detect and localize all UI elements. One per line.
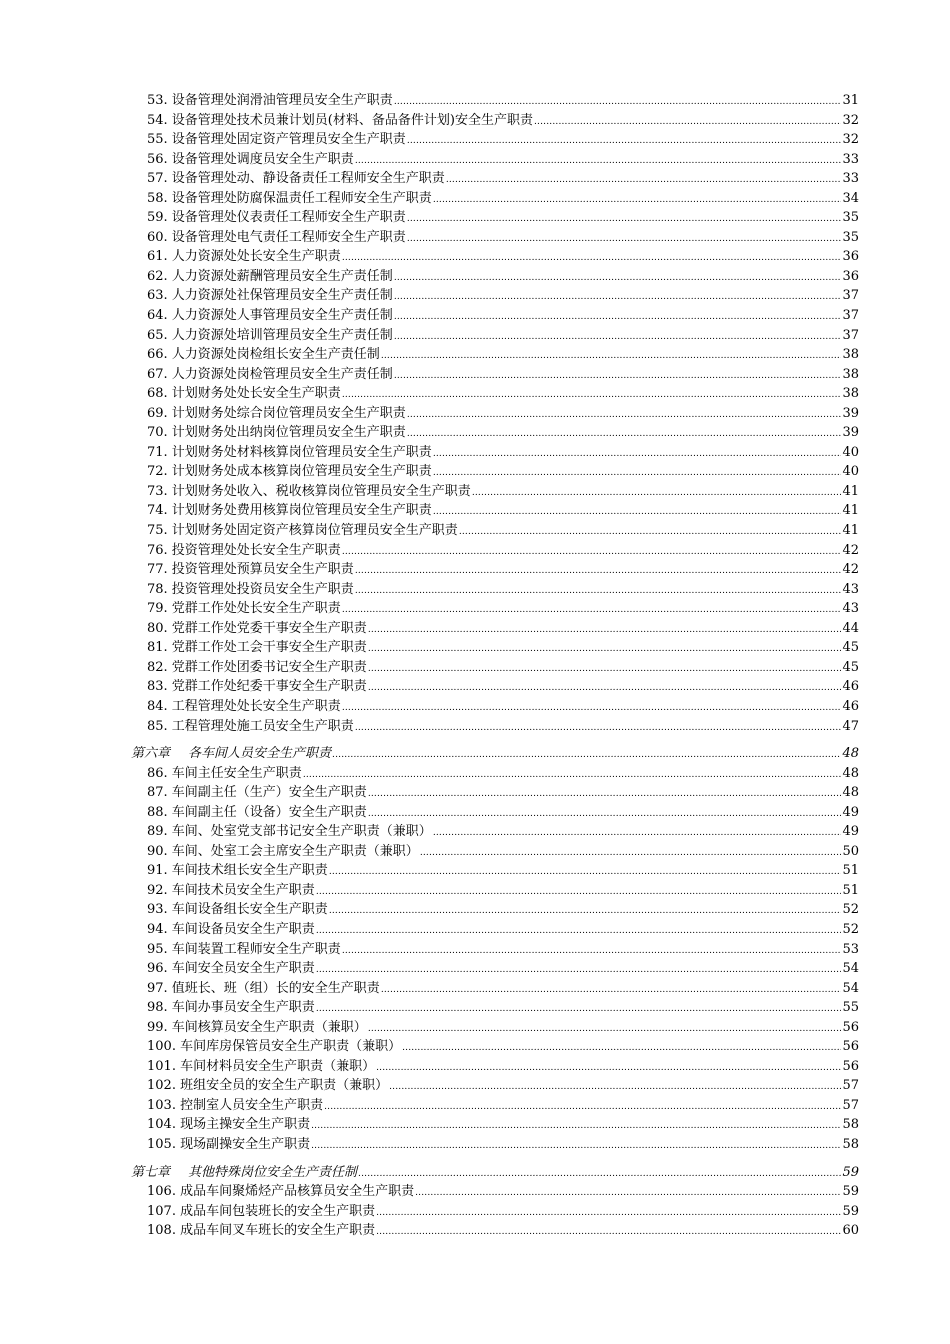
dot-leader: [329, 861, 842, 883]
toc-entry-label: 92. 车间技术员安全生产职责: [147, 882, 315, 898]
toc-entry-label: 71. 计划财务处材料核算岗位管理员安全生产职责: [147, 444, 432, 460]
dot-leader: [376, 1202, 841, 1224]
toc-entry[interactable]: [131, 1037, 859, 1057]
toc-entry[interactable]: [131, 803, 859, 823]
dot-leader: [368, 1018, 842, 1040]
toc-group-special-posts: [131, 1182, 859, 1241]
dot-leader: [407, 423, 842, 445]
dot-leader: [368, 619, 842, 641]
toc-entry-label: 100. 车间库房保管员安全生产职责（兼职）: [147, 1039, 402, 1055]
toc-entry[interactable]: [131, 881, 859, 901]
dot-leader: [342, 384, 842, 406]
toc-entry-label: 87. 车间副主任（生产）安全生产职责: [147, 785, 367, 801]
toc-entry-page-number: 56: [842, 1058, 859, 1074]
dot-leader: [459, 521, 842, 543]
dot-leader: [407, 404, 842, 426]
toc-entry-page-number: 45: [842, 640, 859, 656]
toc-entry[interactable]: [131, 764, 859, 784]
toc-entry-page-number: 38: [842, 386, 859, 402]
toc-entry-label: 70. 计划财务处出纳岗位管理员安全生产职责: [147, 425, 406, 441]
toc-entry-label: 63. 人力资源处社保管理员安全生产责任制: [147, 288, 393, 304]
toc-entry-label: 82. 党群工作处团委书记安全生产职责: [147, 659, 367, 675]
dot-leader: [368, 803, 842, 825]
toc-entry-label: 90. 车间、处室工会主席安全生产职责（兼职）: [147, 843, 419, 859]
toc-entry-label: 68. 计划财务处处长安全生产职责: [147, 386, 341, 402]
toc-entry-label: 53. 设备管理处润滑油管理员安全生产职责: [147, 93, 393, 108]
toc-entry[interactable]: [131, 580, 859, 600]
toc-entry-label: 83. 党群工作处纪委干事安全生产职责: [147, 679, 367, 695]
toc-entry[interactable]: [131, 1018, 859, 1038]
dot-leader: [394, 326, 842, 348]
toc-entry-label: 93. 车间设备组长安全生产职责: [147, 902, 328, 918]
toc-entry[interactable]: [131, 384, 859, 404]
dot-leader: [355, 717, 842, 739]
toc-entry-label: 96. 车间安全员安全生产职责: [147, 961, 315, 977]
toc-entry-page-number: 56: [842, 1039, 859, 1055]
toc-entry-page-number: 59: [842, 1203, 859, 1219]
toc-entry-page-number: 50: [842, 843, 859, 859]
toc-entry[interactable]: [131, 443, 859, 463]
chapter-page-number: 48: [842, 746, 859, 762]
dot-leader: [446, 169, 842, 191]
toc-entry-page-number: 55: [842, 1000, 859, 1016]
dot-leader: [316, 881, 842, 903]
toc-entry-page-number: 44: [842, 620, 859, 636]
toc-entry-label: 61. 人力资源处处长安全生产职责: [147, 249, 341, 265]
toc-entry[interactable]: [131, 91, 859, 111]
toc-entry[interactable]: [131, 560, 859, 580]
toc-entry[interactable]: [131, 619, 859, 639]
toc-entry-page-number: 52: [842, 902, 859, 918]
toc-entry-label: 58. 设备管理处防腐保温责任工程师安全生产职责: [147, 190, 432, 206]
chapter-number: 第七章: [131, 1164, 171, 1180]
toc-entry-page-number: 51: [842, 863, 859, 879]
chapter-title: 其他特殊岗位安全生产责任制: [188, 1164, 358, 1180]
toc-entry-page-number: 48: [842, 765, 859, 781]
toc-entry-label: 74. 计划财务处费用核算岗位管理员安全生产职责: [147, 503, 432, 519]
toc-entry[interactable]: [131, 1182, 859, 1202]
toc-entry-label: 75. 计划财务处固定资产核算岗位管理员安全生产职责: [147, 523, 458, 539]
toc-entry-page-number: 57: [842, 1097, 859, 1113]
toc-entry-page-number: 35: [842, 210, 859, 226]
table-of-contents: [131, 91, 859, 1241]
toc-entry-page-number: 36: [842, 249, 859, 265]
dot-leader: [368, 677, 842, 699]
dot-leader: [415, 1182, 841, 1204]
toc-entry-page-number: 58: [842, 1117, 859, 1133]
toc-entry-page-number: 42: [842, 562, 859, 578]
toc-entry-label: 73. 计划财务处收入、税收核算岗位管理员安全生产职责: [147, 483, 471, 499]
dot-leader: [332, 744, 841, 766]
toc-entry[interactable]: [131, 920, 859, 940]
toc-entry-page-number: 48: [842, 785, 859, 801]
toc-entry-label: 99. 车间核算员安全生产职责（兼职）: [147, 1019, 367, 1035]
dot-leader: [376, 1057, 841, 1079]
toc-entry[interactable]: [131, 822, 859, 842]
toc-entry[interactable]: [131, 1076, 859, 1096]
dot-leader: [303, 764, 842, 786]
dot-leader: [433, 443, 842, 465]
toc-entry[interactable]: [131, 189, 859, 209]
toc-entry-page-number: 32: [842, 132, 859, 148]
toc-entry-page-number: 45: [842, 659, 859, 675]
toc-entry[interactable]: [131, 599, 859, 619]
toc-entry[interactable]: [131, 150, 859, 170]
toc-entry-page-number: 56: [842, 1019, 859, 1035]
toc-entry[interactable]: [131, 345, 859, 365]
toc-entry-label: 64. 人力资源处人事管理员安全生产责任制: [147, 308, 393, 324]
toc-entry-page-number: 46: [842, 679, 859, 695]
toc-entry-page-number: 38: [842, 347, 859, 363]
toc-entry-page-number: 43: [842, 581, 859, 597]
dot-leader: [368, 783, 842, 805]
toc-entry-label: 102. 班组安全员的安全生产职责（兼职）: [147, 1078, 389, 1094]
dot-leader: [433, 189, 842, 211]
dot-leader: [407, 130, 842, 152]
toc-entry[interactable]: [131, 638, 859, 658]
toc-entry[interactable]: [131, 900, 859, 920]
dot-leader: [316, 959, 842, 981]
toc-entry-page-number: 32: [842, 112, 859, 128]
toc-entry-label: 77. 投资管理处预算员安全生产职责: [147, 562, 354, 578]
toc-entry-page-number: 42: [842, 542, 859, 558]
toc-entry-label: 79. 党群工作处处长安全生产职责: [147, 601, 341, 617]
toc-entry-page-number: 58: [842, 1136, 859, 1152]
toc-entry-label: 91. 车间技术组长安全生产职责: [147, 863, 328, 879]
dot-leader: [420, 842, 842, 864]
chapter-page-number: 59: [842, 1164, 859, 1180]
toc-entry-label: 72. 计划财务处成本核算岗位管理员安全生产职责: [147, 464, 432, 480]
toc-entry-page-number: 54: [842, 980, 859, 996]
toc-chapter-6[interactable]: [131, 744, 859, 764]
chapter-title: 各车间人员安全生产职责: [188, 746, 332, 762]
dot-leader: [355, 560, 842, 582]
toc-entry-page-number: 39: [842, 405, 859, 421]
toc-entry-page-number: 46: [842, 698, 859, 714]
toc-entry-label: 107. 成品车间包装班长的安全生产职责: [147, 1203, 376, 1219]
toc-entry[interactable]: [131, 501, 859, 521]
toc-entry-page-number: 41: [842, 503, 859, 519]
dot-leader: [389, 1076, 841, 1098]
toc-entry-page-number: 51: [842, 882, 859, 898]
toc-entry[interactable]: [131, 404, 859, 424]
toc-entry-label: 97. 值班长、班（组）长的安全生产职责: [147, 980, 380, 996]
toc-entry-label: 103. 控制室人员安全生产职责: [147, 1097, 324, 1113]
toc-entry-label: 86. 车间主任安全生产职责: [147, 765, 302, 781]
toc-entry[interactable]: [131, 521, 859, 541]
toc-entry[interactable]: [131, 482, 859, 502]
toc-entry-label: 59. 设备管理处仪表责任工程师安全生产职责: [147, 210, 406, 226]
toc-entry-page-number: 31: [842, 93, 859, 108]
toc-entry-page-number: 49: [842, 824, 859, 840]
toc-entry-page-number: 36: [842, 268, 859, 284]
dot-leader: [324, 1096, 841, 1118]
dot-leader: [394, 286, 842, 308]
toc-entry-label: 56. 设备管理处调度员安全生产职责: [147, 151, 354, 167]
dot-leader: [433, 822, 842, 844]
toc-entry[interactable]: [131, 365, 859, 385]
toc-entry[interactable]: [131, 697, 859, 717]
toc-entry[interactable]: [131, 326, 859, 346]
toc-entry[interactable]: [131, 169, 859, 189]
toc-entry-label: 54. 设备管理处技术员兼计划员(材料、备品备件计划)安全生产职责: [147, 112, 533, 128]
dot-leader: [381, 979, 842, 1001]
toc-entry-page-number: 34: [842, 190, 859, 206]
toc-entry-label: 105. 现场副操安全生产职责: [147, 1136, 311, 1152]
toc-entry-label: 57. 设备管理处动、静设备责任工程师安全生产职责: [147, 171, 445, 187]
dot-leader: [342, 697, 842, 719]
dot-leader: [342, 247, 842, 269]
toc-entry-label: 78. 投资管理处投资员安全生产职责: [147, 581, 354, 597]
toc-entry[interactable]: [131, 111, 859, 131]
dot-leader: [329, 900, 842, 922]
toc-entry-page-number: 37: [842, 288, 859, 304]
dot-leader: [472, 482, 842, 504]
toc-entry-label: 101. 车间材料员安全生产职责（兼职）: [147, 1058, 376, 1074]
toc-entry-page-number: 49: [842, 804, 859, 820]
toc-group-workshops: [131, 764, 859, 1155]
toc-entry-page-number: 59: [842, 1184, 859, 1200]
toc-entry[interactable]: [131, 1135, 859, 1155]
dot-leader: [394, 365, 842, 387]
dot-leader: [402, 1037, 841, 1059]
toc-entry[interactable]: [131, 717, 859, 737]
toc-entry-page-number: 52: [842, 921, 859, 937]
dot-leader: [394, 91, 842, 113]
dot-leader: [394, 306, 842, 328]
toc-entry-label: 62. 人力资源处薪酬管理员安全生产责任制: [147, 268, 393, 284]
dot-leader: [358, 1163, 841, 1185]
toc-entry[interactable]: [131, 658, 859, 678]
toc-entry[interactable]: [131, 1202, 859, 1222]
toc-entry[interactable]: [131, 1096, 859, 1116]
toc-entry[interactable]: [131, 423, 859, 443]
toc-entry-label: 76. 投资管理处处长安全生产职责: [147, 542, 341, 558]
dot-leader: [316, 920, 842, 942]
dot-leader: [316, 998, 842, 1020]
toc-entry-page-number: 37: [842, 327, 859, 343]
toc-entry[interactable]: [131, 940, 859, 960]
toc-entry[interactable]: [131, 306, 859, 326]
toc-entry-page-number: 33: [842, 151, 859, 167]
toc-chapter-7[interactable]: [131, 1163, 859, 1183]
dot-leader: [368, 658, 842, 680]
dot-leader: [407, 208, 842, 230]
dot-leader: [342, 599, 842, 621]
toc-entry-page-number: 37: [842, 308, 859, 324]
toc-group-departments: [131, 91, 859, 736]
toc-entry-page-number: 35: [842, 229, 859, 245]
toc-entry-page-number: 47: [842, 718, 859, 734]
toc-entry[interactable]: [131, 677, 859, 697]
toc-entry-page-number: 41: [842, 483, 859, 499]
toc-entry-page-number: 60: [842, 1223, 859, 1239]
dot-leader: [311, 1135, 841, 1157]
toc-entry-page-number: 43: [842, 601, 859, 617]
toc-entry[interactable]: [131, 462, 859, 482]
toc-entry-label: 106. 成品车间聚烯烃产品核算员安全生产职责: [147, 1184, 415, 1200]
toc-entry-label: 60. 设备管理处电气责任工程师安全生产职责: [147, 229, 406, 245]
toc-entry-label: 88. 车间副主任（设备）安全生产职责: [147, 804, 367, 820]
dot-leader: [376, 1221, 841, 1243]
toc-entry-label: 108. 成品车间叉车班长的安全生产职责: [147, 1223, 376, 1239]
toc-entry[interactable]: [131, 247, 859, 267]
toc-entry-page-number: 53: [842, 941, 859, 957]
toc-entry-page-number: 40: [842, 464, 859, 480]
toc-entry[interactable]: [131, 1057, 859, 1077]
toc-entry-label: 65. 人力资源处培训管理员安全生产责任制: [147, 327, 393, 343]
toc-entry-page-number: 39: [842, 425, 859, 441]
toc-entry[interactable]: [131, 208, 859, 228]
dot-leader: [381, 345, 842, 367]
toc-entry[interactable]: [131, 228, 859, 248]
dot-leader: [407, 228, 842, 250]
toc-entry-label: 95. 车间装置工程师安全生产职责: [147, 941, 341, 957]
toc-entry[interactable]: [131, 998, 859, 1018]
toc-entry-label: 81. 党群工作处工会干事安全生产职责: [147, 640, 367, 656]
chapter-number: 第六章: [131, 746, 171, 762]
toc-entry-page-number: 54: [842, 961, 859, 977]
dot-leader: [342, 940, 842, 962]
toc-entry-page-number: 38: [842, 366, 859, 382]
toc-entry[interactable]: [131, 959, 859, 979]
toc-entry-label: 55. 设备管理处固定资产管理员安全生产职责: [147, 132, 406, 148]
toc-entry[interactable]: [131, 783, 859, 803]
toc-entry-label: 104. 现场主操安全生产职责: [147, 1117, 311, 1133]
dot-leader: [433, 462, 842, 484]
toc-entry-page-number: 41: [842, 523, 859, 539]
dot-leader: [342, 541, 842, 563]
toc-entry-label: 80. 党群工作处党委干事安全生产职责: [147, 620, 367, 636]
dot-leader: [355, 150, 842, 172]
toc-entry-label: 98. 车间办事员安全生产职责: [147, 1000, 315, 1016]
dot-leader: [355, 580, 842, 602]
toc-entry[interactable]: [131, 267, 859, 287]
toc-entry[interactable]: [131, 861, 859, 881]
toc-entry[interactable]: [131, 541, 859, 561]
toc-entry-page-number: 40: [842, 444, 859, 460]
toc-entry[interactable]: [131, 979, 859, 999]
toc-entry[interactable]: [131, 842, 859, 862]
toc-entry-label: 84. 工程管理处处长安全生产职责: [147, 698, 341, 714]
toc-entry[interactable]: [131, 1221, 859, 1241]
toc-entry[interactable]: [131, 286, 859, 306]
dot-leader: [394, 267, 842, 289]
toc-entry-page-number: 57: [842, 1078, 859, 1094]
toc-entry-label: 67. 人力资源处岗检管理员安全生产责任制: [147, 366, 393, 382]
dot-leader: [534, 111, 842, 133]
toc-entry-label: 69. 计划财务处综合岗位管理员安全生产职责: [147, 405, 406, 421]
toc-entry[interactable]: [131, 1115, 859, 1135]
dot-leader: [368, 638, 842, 660]
toc-entry-page-number: 33: [842, 171, 859, 187]
toc-entry-label: 85. 工程管理处施工员安全生产职责: [147, 718, 354, 734]
toc-entry-label: 89. 车间、处室党支部书记安全生产职责（兼职）: [147, 824, 432, 840]
dot-leader: [311, 1115, 841, 1137]
toc-entry-label: 94. 车间设备员安全生产职责: [147, 921, 315, 937]
toc-entry-label: 66. 人力资源处岗检组长安全生产责任制: [147, 347, 380, 363]
toc-entry[interactable]: [131, 130, 859, 150]
dot-leader: [433, 501, 842, 523]
